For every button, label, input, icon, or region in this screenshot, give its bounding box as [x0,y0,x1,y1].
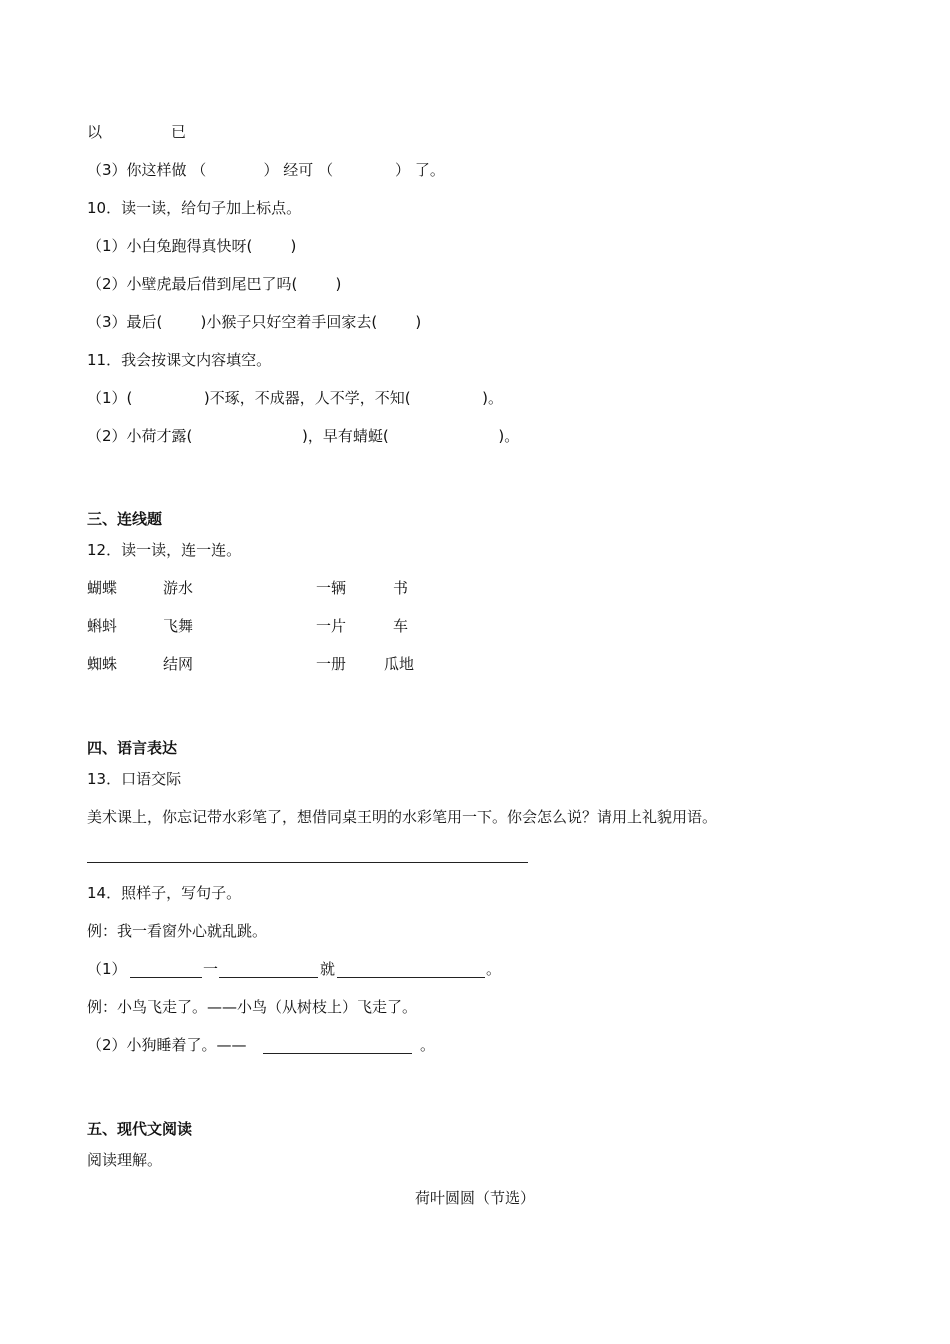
q11-title: 11．我会按课文内容填空。 [87,351,272,369]
q14-title: 14．照样子，写句子。 [87,884,242,902]
q13-prompt: 美术课上，你忘记带水彩笔了，想借同桌王明的水彩笔用一下。你会怎么说？请用上礼貌用语。 [87,808,718,826]
q11-item-2: （2）小荷才露( )，早有蜻蜓( )。 [87,427,520,445]
section-5-heading: 五、现代文阅读 [87,1120,193,1138]
measure-word-3: 一册 [316,655,347,673]
q14-item-2-end: 。 [420,1036,436,1054]
q12-title: 12．读一读，连一连。 [87,541,242,559]
q14-example-1: 例：我一看窗外心就乱跳。 [87,922,268,940]
q14-item-1-word-yi: 一 [203,960,219,978]
q14-item-1-blank-1[interactable] [130,977,202,978]
q14-example-2: 例：小鸟飞走了。——小鸟（从树枝上）飞走了。 [87,998,418,1016]
q14-item-1-end: 。 [486,960,502,978]
left-word-3: 蜘蛛 [87,655,118,673]
left-word-1: 蝴蝶 [87,579,118,597]
q13-title: 13．口语交际 [87,770,182,788]
section-4-heading: 四、语言表达 [87,739,178,757]
left-word-2: 蝌蚪 [87,617,118,635]
measure-word-2: 一片 [316,617,347,635]
option-yi-2: 已 [171,123,187,141]
noun-word-1: 书 [393,579,409,597]
q10-item-1: （1）小白兔跑得真快呀( ) [87,237,297,255]
q14-item-2-prefix: （2）小狗睡着了。—— [87,1036,247,1054]
q11-item-1: （1）( )不琢，不成器，人不学，不知( )。 [87,389,503,407]
q10-item-3: （3）最后( )小猴子只好空着手回家去( ) [87,313,422,331]
action-word-1: 游水 [163,579,194,597]
reading-intro: 阅读理解。 [87,1151,163,1169]
section-3-heading: 三、连线题 [87,510,163,528]
q14-item-1-prefix: （1） [87,960,127,978]
q14-item-1-blank-3[interactable] [337,977,485,978]
noun-word-2: 车 [393,617,409,635]
q10-item-2: （2）小壁虎最后借到尾巴了吗( ) [87,275,342,293]
q13-answer-line[interactable] [87,862,528,863]
q9-item-3: （3）你这样做 （ ） 经可 （ ） 了。 [87,161,445,179]
noun-word-3: 瓜地 [384,655,415,673]
measure-word-1: 一辆 [316,579,347,597]
q14-item-1-word-jiu: 就 [320,960,336,978]
q14-item-2-blank[interactable] [263,1053,412,1054]
option-yi-1: 以 [87,123,103,141]
q14-item-1-blank-2[interactable] [219,977,318,978]
action-word-2: 飞舞 [163,617,194,635]
action-word-3: 结网 [163,655,194,673]
q10-title: 10．读一读，给句子加上标点。 [87,199,302,217]
passage-title: 荷叶圆圆（节选） [414,1189,535,1207]
